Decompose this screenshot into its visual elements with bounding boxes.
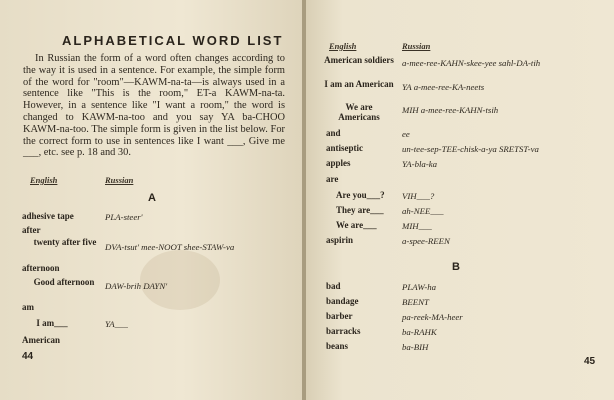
entry-english: twenty after five	[33, 237, 97, 247]
left-page	[0, 0, 304, 400]
section-letter-a: A	[148, 192, 156, 204]
entry-russian: un-tee-sep-TEE-chisk-a-ya SRETST-va	[402, 144, 539, 154]
entry-english: bad	[326, 281, 341, 291]
page-heading: ALPHABETICAL WORD LIST	[62, 33, 284, 48]
entry-english: Are you___?	[336, 190, 385, 200]
entry-russian: YA-bla-ka	[402, 159, 438, 169]
entry-russian: a-mee-ree-KAHN-skee-yee sahl-DA-tih	[402, 58, 541, 68]
entry-english: They are___	[336, 205, 384, 215]
entry-english: I am___	[36, 318, 68, 328]
entry-english: beans	[326, 341, 349, 351]
entry-english: bandage	[326, 296, 359, 306]
entry-english: am	[22, 302, 34, 312]
entry-english: apples	[326, 158, 351, 168]
entry-russian: DAW-brih DAYN'	[105, 281, 168, 291]
entry-english: aspirin	[326, 235, 354, 245]
entry-english: I am an American	[324, 79, 394, 89]
intro-paragraph	[23, 53, 285, 159]
entry-english: adhesive tape	[22, 211, 74, 221]
entry-russian: PLA-steer'	[105, 212, 143, 222]
entry-english: barracks	[326, 326, 361, 336]
column-header-english: English	[30, 175, 58, 185]
entry-english: We are Americans	[338, 102, 380, 122]
entry-russian: PLAW-ha	[402, 282, 437, 292]
page-number: 44	[22, 351, 34, 362]
entry-english: afternoon	[22, 263, 60, 273]
entry-russian: ee	[402, 129, 410, 139]
entry-english: American soldiers	[324, 55, 394, 65]
entry-russian: VIH___?	[402, 191, 435, 201]
entry-english: American	[22, 335, 60, 345]
entry-russian: BEENT	[402, 297, 429, 307]
column-header-english: English	[329, 41, 357, 51]
entry-russian: ba-BIH	[402, 342, 429, 352]
section-letter-b: B	[452, 261, 460, 273]
entry-english: after	[22, 225, 41, 235]
entry-russian: YA a-mee-ree-KA-neets	[402, 82, 485, 92]
intro-text: In Russian the form of a word often changes according to the way it is used in a sentence. For example, the simple form of the word for "room"—KAWM-na-ta—is always used in a sentence like "This is the room," ET-a KAWM-na-ta. However, in a sentence like "I want a room," the word is changed to KAWM-na-too and you say YA ba-CHOO KAWM-na-too. The simple form is given in the list below. For the correct form to use in sentences like I want ___, Give me ___, etc. see p. 18 and 30.	[23, 53, 285, 159]
right-page	[306, 0, 614, 400]
entry-english: Good afternoon	[33, 277, 95, 287]
entry-russian: ba-RAHK	[402, 327, 437, 337]
entry-russian: a-spee-REEN	[402, 236, 450, 246]
entry-english: barber	[326, 311, 353, 321]
entry-russian: pa-reek-MA-heer	[402, 312, 463, 322]
entry-russian: ah-NEE___	[402, 206, 444, 216]
entry-russian: YA___	[105, 319, 128, 329]
entry-english: are	[326, 174, 339, 184]
column-header-russian: Russian	[105, 175, 134, 185]
entry-russian: MIH___	[402, 221, 432, 231]
entry-russian: MIH a-mee-ree-KAHN-tsih	[402, 105, 499, 115]
entry-english: We are___	[336, 220, 377, 230]
column-header-russian: Russian	[402, 41, 431, 51]
entry-english: antiseptic	[326, 143, 363, 153]
page-number: 45	[584, 356, 596, 367]
entry-russian: DVA-tsut' mee-NOOT shee-STAW-va	[105, 242, 235, 252]
paper-stain	[140, 250, 220, 310]
entry-english: and	[326, 128, 341, 138]
